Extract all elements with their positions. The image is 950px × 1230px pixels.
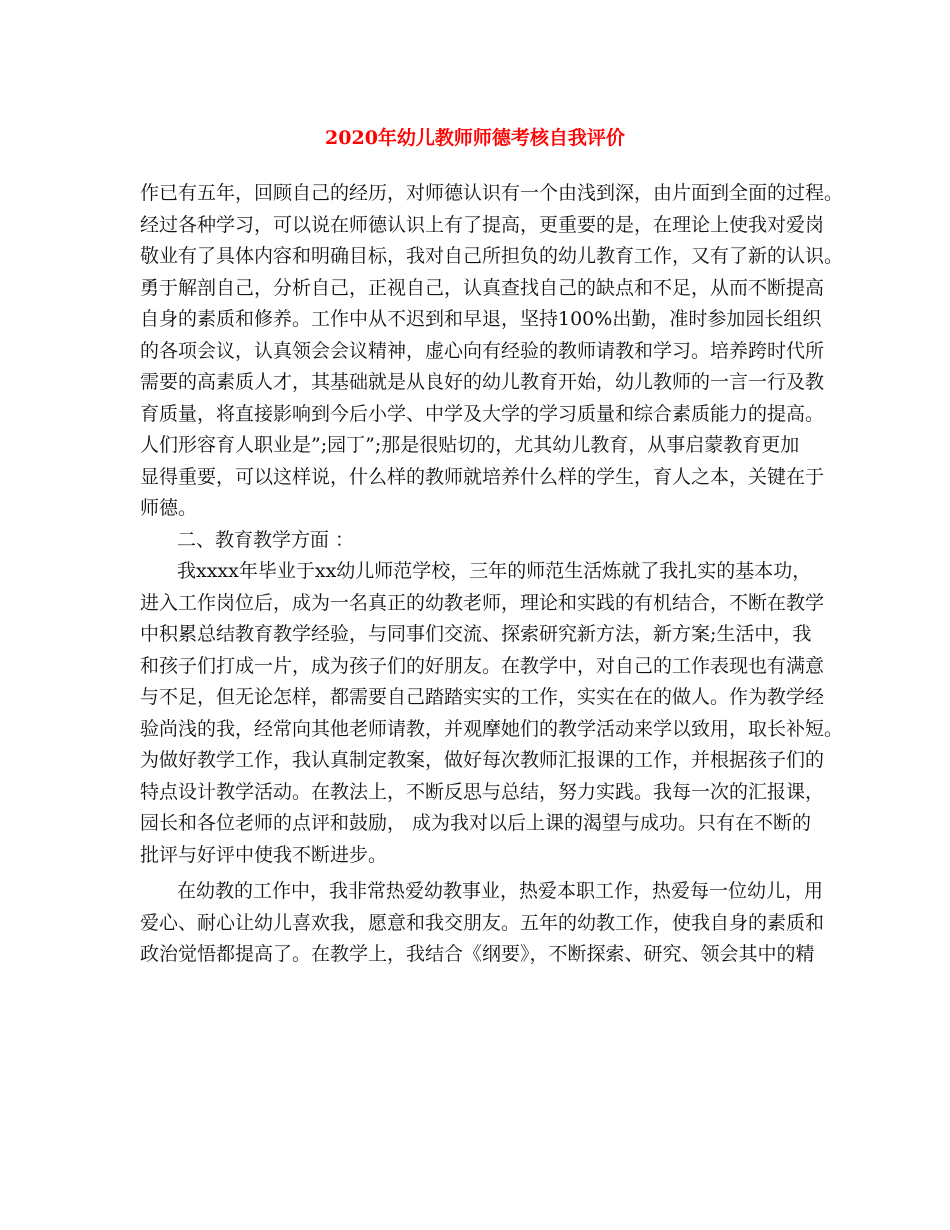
body-line: 作已有五年，回顾自己的经历，对师德认识有一个由浅到深，由片面到全面的过程。 bbox=[140, 182, 844, 204]
body-line: 政治觉悟都提高了。在教学上，我结合《纲要》，不断探索、研究、领会其中的精 bbox=[140, 943, 815, 965]
body-line: 人们形容育人职业是”;园丁”;那是很贴切的，尤其幼儿教育，从事启蒙教育更加 bbox=[140, 434, 800, 456]
body-line: 与不足，但无论怎样，都需要自己踏踏实实的工作，实实在在的做人。作为教学经 bbox=[140, 686, 825, 708]
body-line: 的各项会议，认真领会会议精神，虚心向有经验的教师请教和学习。培养跨时代所 bbox=[140, 339, 825, 362]
body-line: 批评与好评中使我不断进步。 bbox=[140, 843, 388, 866]
body-line: 园长和各位老师的点评和鼓励， 成为我对以后上课的渴望与成功。只有在不断的 bbox=[140, 812, 812, 834]
body-line: 需要的高素质人才，其基础就是从良好的幼儿教育开始，幼儿教师的一言一行及教 bbox=[140, 371, 825, 393]
body-line: 在幼教的工作中，我非常热爱幼教事业，热爱本职工作，热爱每一位幼儿，用 bbox=[177, 880, 824, 902]
body-line: 我xxxx年毕业于xx幼儿师范学校，三年的师范生活炼就了我扎实的基本功， bbox=[177, 560, 812, 582]
body-line: 勇于解剖自己，分析自己，正视自己，认真查找自己的缺点和不足，从而不断提高 bbox=[140, 276, 825, 299]
body-line: 进入工作岗位后，成为一名真正的幼教老师，理论和实践的有机结合，不断在教学 bbox=[140, 591, 825, 614]
document-title: 2020年幼儿教师师德考核自我评价 bbox=[325, 127, 625, 149]
body-line: 验尚浅的我，经常向其他老师请教，并观摩她们的教学活动来学以致用，取长补短。 bbox=[140, 717, 844, 740]
body-line: 自身的素质和修养。工作中从不迟到和早退，坚持100%出勤，准时参加园长组织 bbox=[140, 308, 822, 330]
section-heading: 二、教育教学方面 ： bbox=[177, 528, 355, 551]
body-line: 显得重要，可以这样说，什么样的教师就培养什么样的学生，育人之本，关键在于 bbox=[140, 465, 825, 488]
body-line: 中积累总结教育教学经验，与同事们交流、探索研究新方法，新方案;生活中，我 bbox=[140, 623, 812, 645]
body-line: 经过各种学习，可以说在师德认识上有了提高，更重要的是，在理论上使我对爱岗 bbox=[140, 213, 825, 236]
body-line: 敬业有了具体内容和明确目标，我对自己所担负的幼儿教育工作，又有了新的认识。 bbox=[140, 245, 844, 267]
body-line: 育质量，将直接影响到今后小学、中学及大学的学习质量和综合素质能力的提高。 bbox=[140, 402, 825, 425]
body-line: 和孩子们打成一片，成为孩子们的好朋友。在教学中，对自己的工作表现也有满意 bbox=[140, 654, 825, 677]
body-line: 为做好教学工作，我认真制定教案，做好每次教师汇报课的工作，并根据孩子们的 bbox=[140, 749, 825, 771]
body-line: 爱心、耐心让幼儿喜欢我，愿意和我交朋友。五年的幼教工作，使我自身的素质和 bbox=[140, 911, 825, 934]
document-body bbox=[140, 178, 844, 971]
body-line: 特点设计教学活动。在教法上，不断反思与总结，努力实践。我每一次的汇报课， bbox=[140, 780, 825, 803]
body-line: 师德。 bbox=[140, 497, 198, 519]
